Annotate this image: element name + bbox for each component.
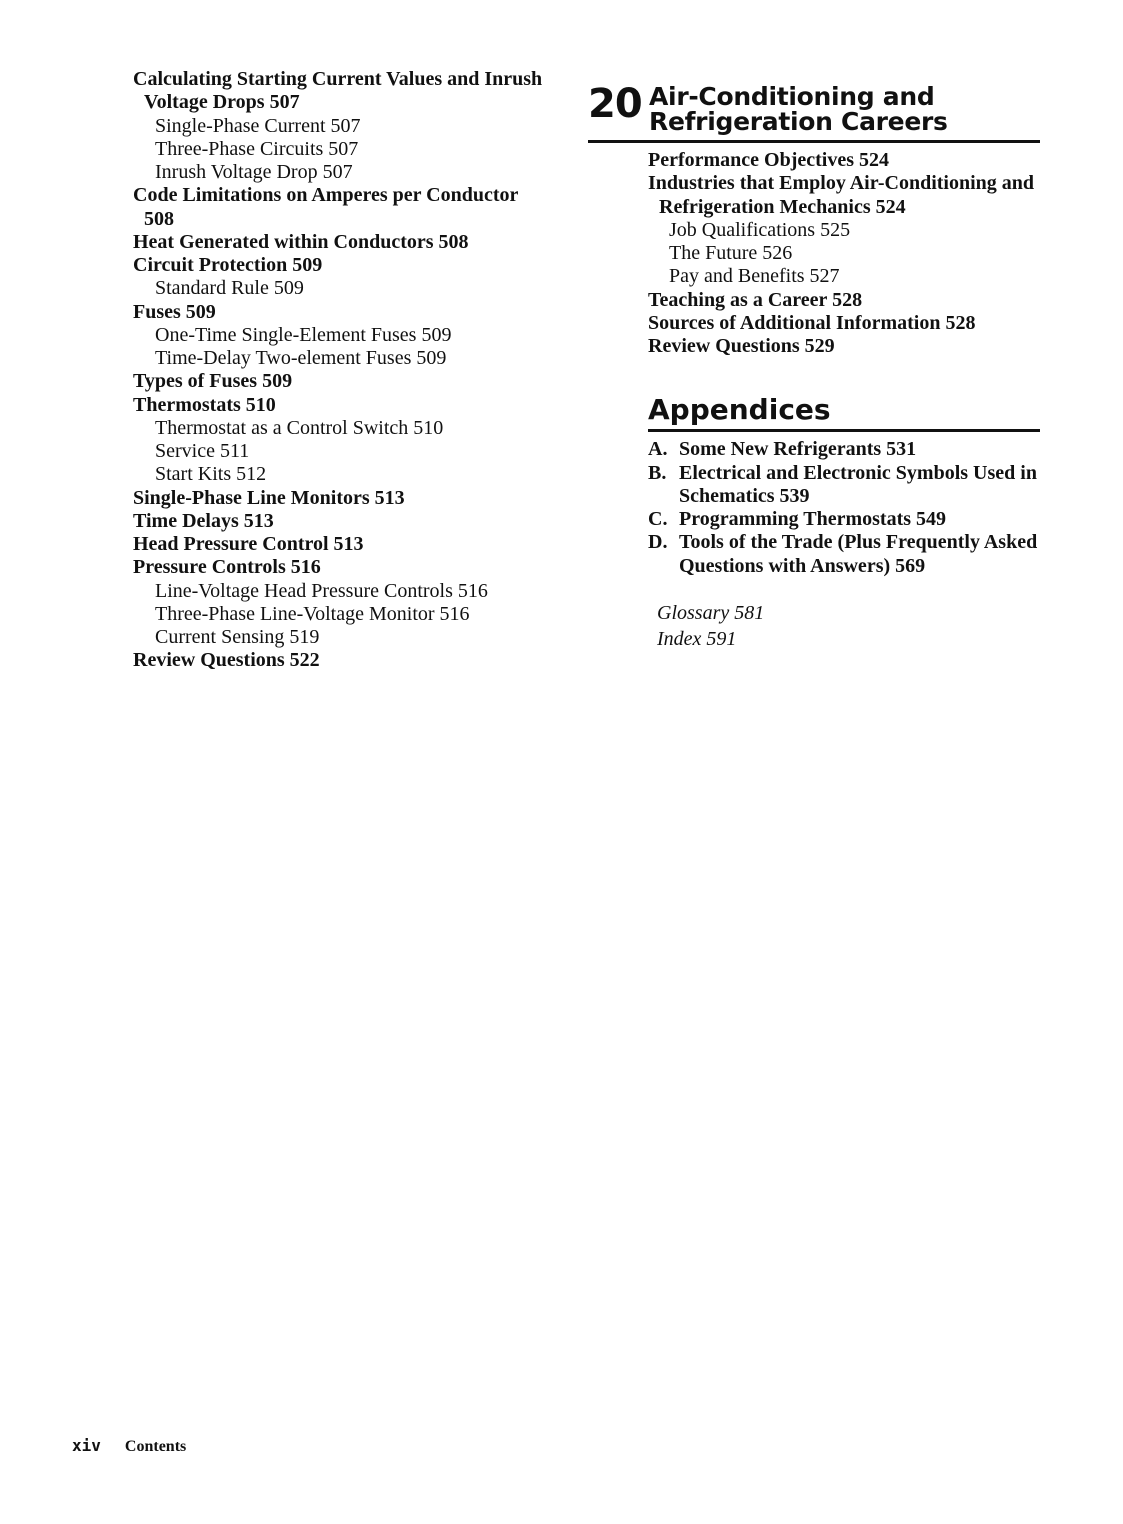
appendices-heading: Appendices [648,393,1040,432]
appendices-list [648,438,1048,578]
index-entry: Index 591 [657,627,737,650]
appendix-letter: A. [648,438,668,461]
toc-subentry: Three-Phase Circuits 507 [155,137,359,160]
toc-subentry: Thermostat as a Control Switch 510 [155,416,444,439]
running-footer-label: Contents [124,1438,187,1455]
toc-subentry: Service 511 [155,440,250,462]
toc-entry: Performance Objectives 524 [648,149,890,171]
toc-entry: Code Limitations on Amperes per Conductor 508 [133,184,519,230]
toc-entry: Thermostats 510 [133,393,276,416]
toc-entry: Single-Phase Line Monitors 513 [133,486,405,509]
glossary-entry: Glossary 581 [657,601,765,624]
toc-subentry: Current Sensing 519 [155,626,320,648]
appendix-title: Some New Refrigerants 531 [679,438,917,461]
toc-subentry: One-Time Single-Element Fuses 509 [155,323,452,346]
toc-subentry: Time-Delay Two-element Fuses 509 [155,347,447,369]
toc-entry: Review Questions 522 [133,649,320,672]
chapter-title-line: Refrigeration Careers [649,107,948,136]
toc-entry: Circuit Protection 509 [133,254,323,276]
page-number: xiv [72,1436,101,1455]
appendix-title: Electrical and Electronic Symbols Used in Schematics 539 [679,461,1037,507]
toc-subentry: Single-Phase Current 507 [155,114,361,137]
appendix-letter: B. [648,461,667,484]
appendix-title: Programming Thermostats 549 [679,508,947,530]
toc-entry: Head Pressure Control 513 [133,533,364,555]
toc-entry: Teaching as a Career 528 [648,288,863,311]
appendix-item [648,508,1048,531]
chapter-title [649,84,948,134]
toc-subentry: Pay and Benefits 527 [669,265,840,288]
appendix-title: Tools of the Trade (Plus Frequently Asked Questions with Answers) 569 [679,531,1038,577]
right-column-toc [588,82,1048,652]
toc-entry: Review Questions 529 [648,335,835,357]
page-footer [72,1436,186,1457]
appendix-item [648,462,1048,509]
toc-entry: Types of Fuses 509 [133,370,293,393]
toc-subentry: The Future 526 [669,242,793,264]
appendix-letter: C. [648,508,668,530]
appendix-letter: D. [648,531,668,554]
toc-entry: Time Delays 513 [133,509,274,532]
appendix-item [648,531,1048,578]
chapter-title-line: Air-Conditioning and [649,82,935,111]
chapter-entries [648,149,1048,358]
appendix-item [648,438,1048,461]
toc-subentry: Inrush Voltage Drop 507 [155,161,353,183]
toc-subentry: Three-Phase Line-Voltage Monitor 516 [155,602,470,625]
toc-entry: Pressure Controls 516 [133,556,321,579]
chapter-number: 20 [588,81,642,127]
toc-entry: Sources of Additional Information 528 [648,311,976,334]
toc-entry: Industries that Employ Air-Conditioning and Refrigeration Mechanics 524 [648,172,1035,218]
toc-subentry: Job Qualifications 525 [669,218,851,241]
toc-entry: Heat Generated within Conductors 508 [133,230,469,253]
toc-subentry: Standard Rule 509 [155,277,304,300]
chapter-heading [588,82,1040,143]
back-matter [657,600,1048,652]
toc-subentry: Start Kits 512 [155,463,267,486]
toc-subentry: Line-Voltage Head Pressure Controls 516 [155,579,488,602]
left-column-toc [133,68,553,673]
toc-entry: Calculating Starting Current Values and Inrush Voltage Drops 507 [133,68,543,114]
toc-entry: Fuses 509 [133,300,216,323]
